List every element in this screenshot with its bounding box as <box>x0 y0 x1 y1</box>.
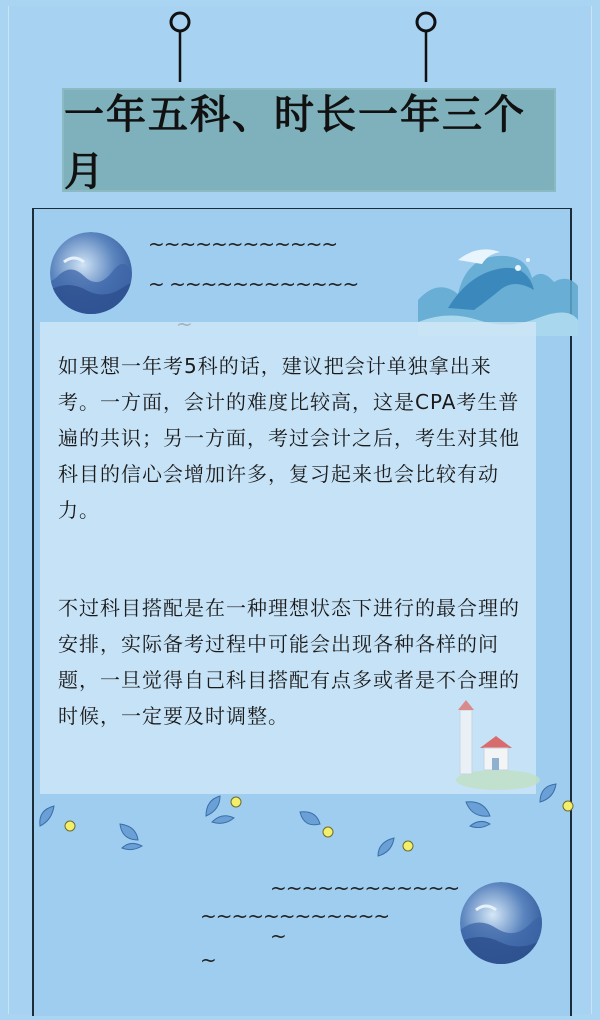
hanger-ring-right <box>414 10 438 82</box>
title-board <box>62 88 556 195</box>
wave-orb-bottom <box>460 882 542 964</box>
leaf-icon <box>294 806 334 838</box>
hanger-ring-left <box>168 10 192 82</box>
wave-orb-top <box>50 232 132 314</box>
decorative-squiggle: ~~~~~~~~~~~~ <box>200 904 390 928</box>
leaf-icon <box>202 792 242 824</box>
leaf-icon <box>112 820 152 852</box>
leaf-icon <box>374 832 414 864</box>
leaf-icon <box>536 780 576 812</box>
decorative-squiggle: ~~~~~~~~~~~~ <box>148 232 338 256</box>
leaf-icon <box>462 796 502 828</box>
paragraph-2: 不过科目搭配是在一种理想状态下进行的最合理的安排，实际备考过程中可能会出现各种各样的问题，一旦觉得自己科目搭配有点多或者是不合理的时候，一定要及时调整。 <box>58 596 520 728</box>
page-title: 一年五科、时长一年三个月 <box>64 92 526 195</box>
decorative-squiggle: ~ <box>200 948 216 972</box>
decorative-squiggle: ~ ~~~~~~~~~~~~ <box>148 272 359 296</box>
decorative-squiggle: ~ <box>270 924 286 948</box>
paragraph-1: 如果想一年考5科的话，建议把会计单独拿出来考。一方面，会计的难度比较高，这是CPA考生普遍的共识；另一方面，考过会计之后，考生对其他科目的信心会增加许多，复习起来也会比较有动力。 <box>58 354 520 522</box>
decorative-squiggle: ~~~~~~~~~~~~ <box>270 876 460 900</box>
leaf-icon <box>36 800 76 832</box>
